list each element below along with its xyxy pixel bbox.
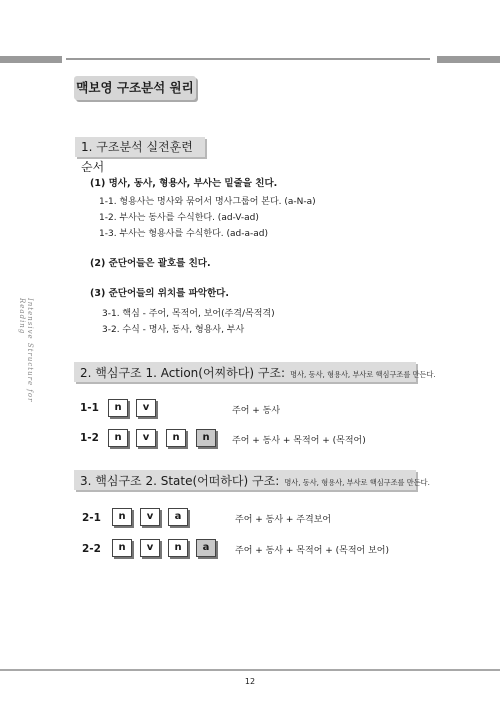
- a-box: a: [168, 508, 188, 526]
- bottom-rule: [0, 669, 500, 671]
- n-box: n: [108, 399, 128, 417]
- v-box: v: [136, 399, 156, 417]
- section3-note: 명사, 동사, 형용사, 부사로 핵심구조를 만든다.: [284, 478, 430, 487]
- section1-item2: (2) 준단어들은 괄호를 친다.: [90, 258, 211, 269]
- section1-sub1-3: 1-3. 부사는 형용사를 수식한다. (ad-a-ad): [99, 229, 268, 239]
- v-box: v: [136, 429, 156, 447]
- row-label: 2-1: [82, 512, 101, 524]
- section2-note: 명사, 동사, 형용사, 부사로 핵심구조를 만든다.: [290, 370, 436, 379]
- n-box: n: [112, 539, 132, 557]
- section1-sub1-2: 1-2. 부사는 동사를 수식한다. (ad-V-ad): [99, 213, 259, 223]
- side-note: Intensive Structure for Reading: [18, 298, 34, 403]
- n-box: n: [168, 539, 188, 557]
- section1-heading: 1. 구조분석 실전훈련 순서: [75, 137, 205, 157]
- page-title: 맥보영 구조분석 원리: [74, 76, 196, 100]
- top-rule: [66, 58, 430, 60]
- n-box: n: [166, 429, 186, 447]
- row-formula: 주어 + 동사: [232, 406, 281, 416]
- section2-heading: 2. 핵심구조 1. Action(어찌하다) 구조:: [80, 366, 286, 380]
- section1-sub1-1: 1-1. 형용사는 명사와 묶어서 명사그룹어 본다. (a-N-a): [99, 197, 316, 207]
- v-box: v: [140, 539, 160, 557]
- a-box-shaded: a: [196, 539, 216, 557]
- section1-item3: (3) 준단어들의 위치를 파악한다.: [90, 288, 229, 299]
- top-bar-right: [437, 56, 500, 63]
- row-formula: 주어 + 동사 + 목적어 + (목적어): [232, 436, 366, 446]
- section3-heading: 3. 핵심구조 2. State(어떠하다) 구조:: [80, 474, 280, 488]
- row-label: 2-2: [82, 543, 101, 555]
- n-box: n: [108, 429, 128, 447]
- row-label: 1-1: [80, 402, 99, 414]
- n-box-shaded: n: [196, 429, 216, 447]
- section1-sub3-1: 3-1. 핵심 - 주어, 목적어, 보어(주격/목적격): [102, 309, 275, 319]
- row-formula: 주어 + 동사 + 주격보어: [235, 515, 332, 525]
- top-bar-left: [0, 56, 62, 63]
- section2-band: [74, 362, 436, 382]
- section1-sub3-2: 3-2. 수식 - 명사, 동사, 형용사, 부사: [102, 325, 245, 335]
- page-number: 12: [244, 677, 256, 686]
- row-label: 1-2: [80, 432, 99, 444]
- row-formula: 주어 + 동사 + 목적어 + (목적어 보어): [235, 546, 390, 556]
- section1-item1: (1) 명사, 동사, 형용사, 부사는 밑줄을 친다.: [90, 178, 278, 189]
- n-box: n: [112, 508, 132, 526]
- section3-band: [74, 470, 430, 490]
- v-box: v: [140, 508, 160, 526]
